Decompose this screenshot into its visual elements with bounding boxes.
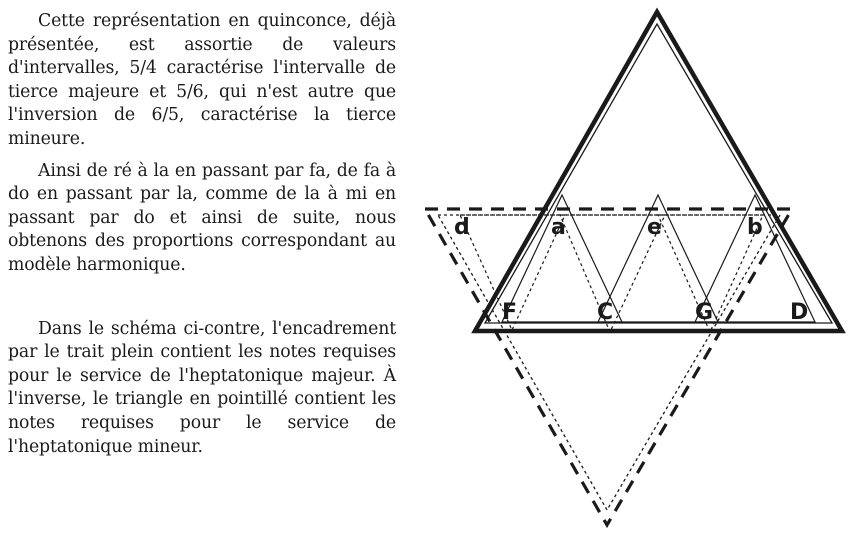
major-solid-triangle: [475, 12, 842, 331]
diagram-svg: [420, 0, 858, 547]
major-inner-frame: [485, 24, 832, 323]
note-label-d: d: [454, 215, 470, 240]
triangle-diagram: [420, 0, 858, 547]
paragraph-intervals: Cette représentation en quinconce, déjà présentée, est assortie de valeurs d'intervalles, 5/4 caractérise l'intervalle de tierce majeure et 5/6, qui n'est autre que l'inversion de 6/5, caractérise la tierce mineure.: [8, 11, 396, 149]
text-column: [8, 10, 396, 459]
note-label-b: b: [747, 215, 763, 240]
note-label-f: F: [502, 300, 518, 325]
minor-inner-dotted: [438, 215, 780, 510]
note-label-e: e: [647, 215, 662, 240]
paragraph-harmonic-model: Ainsi de ré à la en passant par fa, de fa à do en passant par la, comme de la à mi en passant par do et ainsi de suite, nous obtenons des proportions correspondant au modèle harmonique.: [8, 160, 396, 275]
note-label-d-upper: D: [790, 300, 809, 325]
note-label-g: G: [695, 300, 714, 325]
note-label-a: a: [551, 215, 566, 240]
minor-dashed-triangle: [425, 209, 792, 525]
note-label-c: C: [597, 300, 614, 325]
paragraph-heptatonic: Dans le schéma ci-contre, l'encadrement par le trait plein contient les notes requises pour le service de l'heptatonique majeur. À l'inverse, le triangle en pointillé contient les notes requises pour le service de l'heptatonique mineur.: [8, 318, 396, 457]
